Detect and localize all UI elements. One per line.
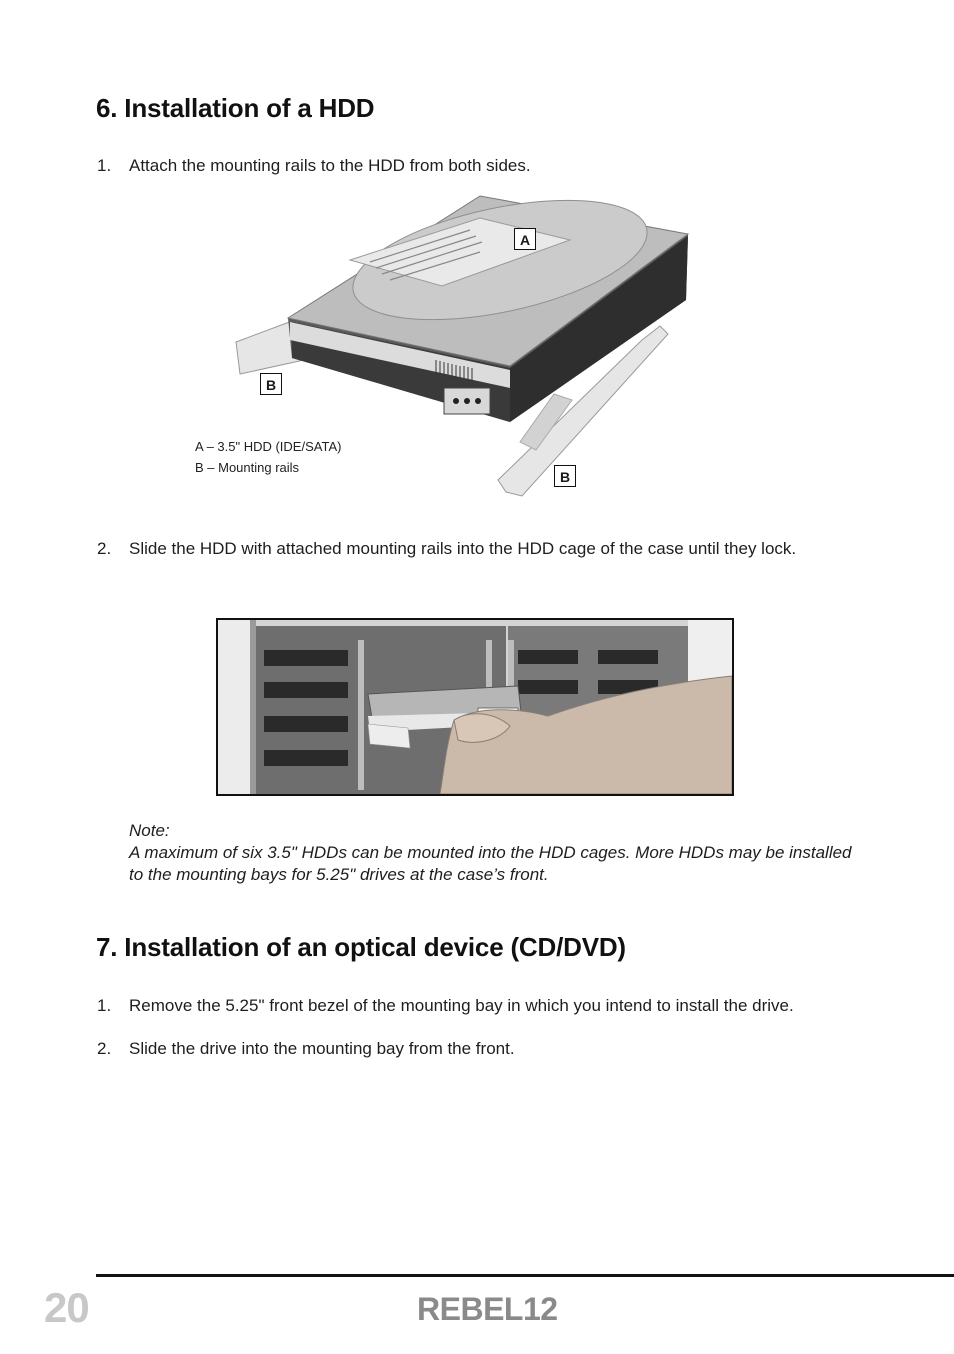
step-number: 2. <box>97 1039 112 1058</box>
step-text: Slide the HDD with attached mounting rails into the HDD cage of the case until they lock. <box>129 539 797 558</box>
section-7-title: 7. Installation of an optical device (CD/DVD) <box>96 932 626 962</box>
label-a: A <box>514 228 536 250</box>
label-b-left: B <box>260 373 282 395</box>
legend-item-a: A – 3.5" HDD (IDE/SATA) <box>195 439 342 454</box>
figure-legend <box>195 436 341 478</box>
step-text: Slide the drive into the mounting bay from the front. <box>129 1039 515 1058</box>
note-label: Note: <box>129 821 170 840</box>
note-text: A maximum of six 3.5" HDDs can be mounted into the HDD cages. More HDDs may be installed to the mounting bays for 5.25" drives at the case’s front. <box>129 843 852 884</box>
footer-rule <box>96 1274 954 1277</box>
hdd-rails-figure <box>180 190 700 510</box>
step-text: Remove the 5.25" front bezel of the mounting bay in which you intend to install the drive. <box>129 996 794 1015</box>
step-text: Attach the mounting rails to the HDD from both sides. <box>129 156 531 175</box>
step-number: 1. <box>97 156 112 175</box>
label-b-right: B <box>554 465 576 487</box>
product-name: REBEL12 <box>417 1291 558 1327</box>
step-number: 1. <box>97 996 112 1015</box>
note-block <box>129 820 864 886</box>
section-7-step-2 <box>97 1038 867 1060</box>
section-6-step-2 <box>97 538 867 582</box>
section-6-title: 6. Installation of a HDD <box>96 93 375 123</box>
hdd-cage-illustration <box>218 620 732 794</box>
legend-item-b: B – Mounting rails <box>195 460 300 475</box>
section-6-step-1 <box>97 155 867 177</box>
hdd-cage-photo <box>216 618 734 796</box>
section-7-step-1 <box>97 995 867 1039</box>
page-number: 20 <box>44 1284 89 1331</box>
step-number: 2. <box>97 539 112 558</box>
